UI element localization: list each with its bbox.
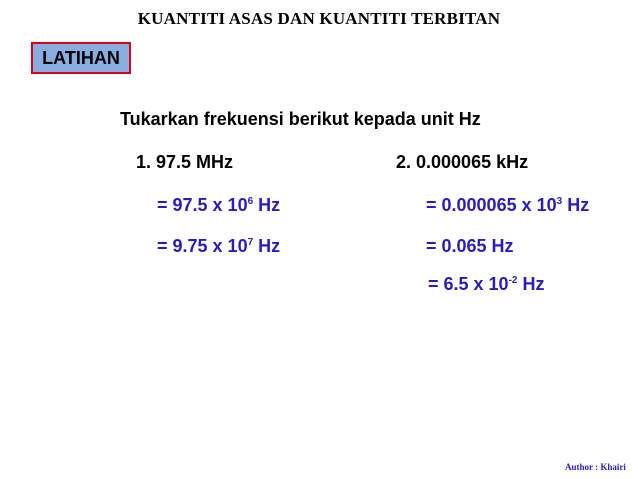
q2-step1-prefix: = 0.000065 x 10 — [426, 195, 557, 215]
q1-step2-suffix: Hz — [253, 236, 281, 256]
slide-title: KUANTITI ASAS DAN KUANTITI TERBITAN — [137, 9, 501, 28]
instruction-text: Tukarkan frekuensi berikut kepada unit Hz — [120, 109, 481, 129]
q1-step2-prefix: = 9.75 x 10 — [157, 236, 248, 256]
question-2-step-3 — [428, 273, 544, 295]
author-credit: Author : Khairi — [565, 462, 626, 472]
question-1-step-1 — [157, 194, 280, 216]
question-2-step-2: = 0.065 Hz — [426, 236, 514, 256]
question-1-heading: 1. 97.5 MHz — [136, 152, 234, 172]
q1-step1-exponent: 6 — [247, 196, 254, 207]
q2-step3-prefix: = 6.5 x 10 — [428, 274, 509, 294]
question-1-step-2 — [157, 235, 280, 257]
question-2-step-1 — [426, 194, 589, 216]
q1-step1-suffix: Hz — [253, 195, 281, 215]
q1-step2-exponent: 7 — [247, 237, 254, 248]
q2-step3-exponent: -2 — [508, 275, 518, 286]
q2-step1-suffix: Hz — [562, 195, 590, 215]
q2-step1-exponent: 3 — [556, 196, 563, 207]
q2-step3-suffix: Hz — [517, 274, 545, 294]
q1-step1-prefix: = 97.5 x 10 — [157, 195, 248, 215]
latihan-badge: LATIHAN — [31, 42, 131, 74]
question-2-heading: 2. 0.000065 kHz — [396, 152, 529, 172]
